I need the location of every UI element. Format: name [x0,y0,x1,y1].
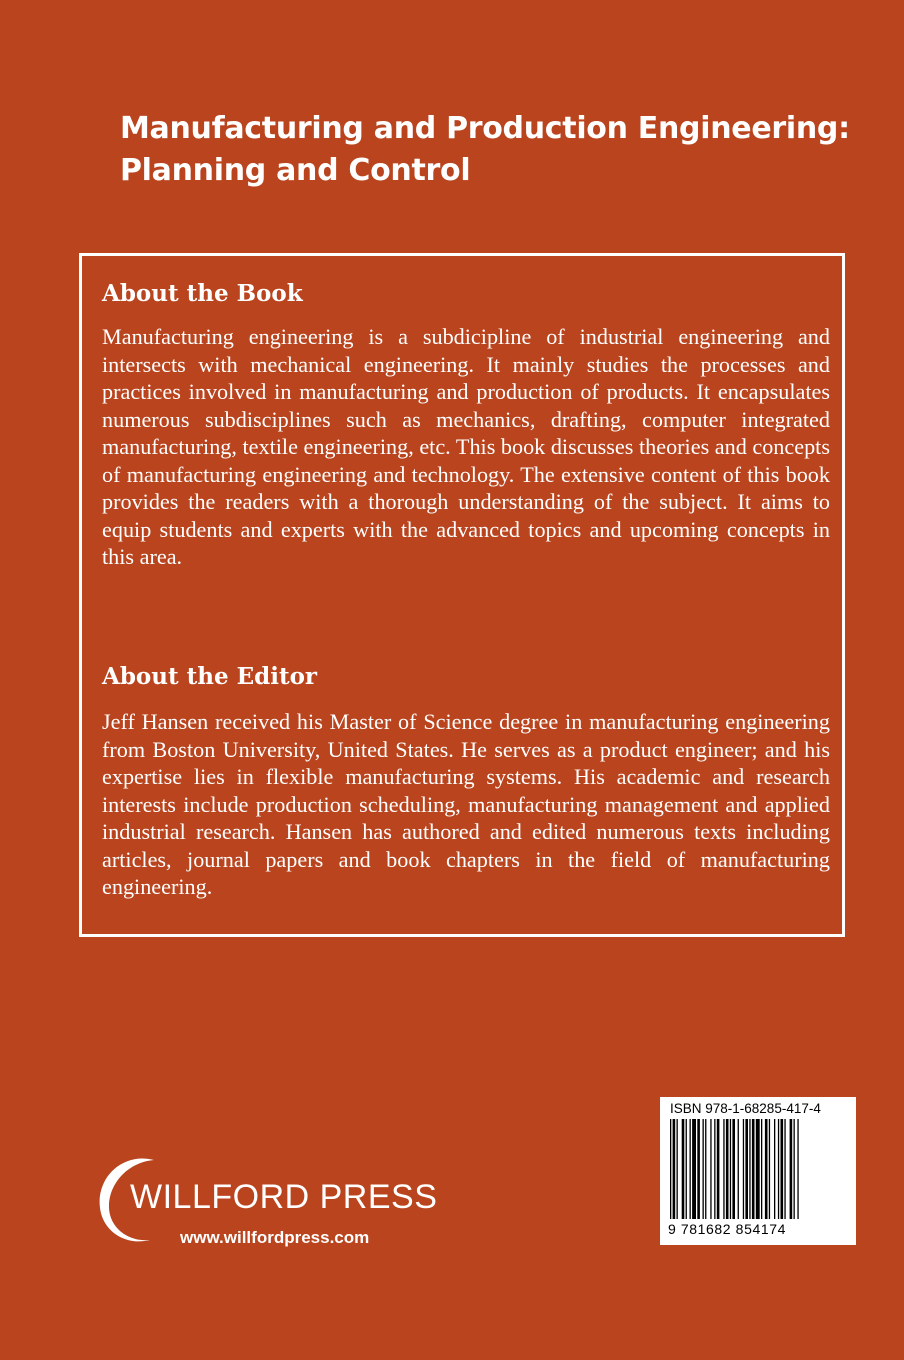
barcode-bar [726,1119,729,1219]
isbn-label: ISBN 978-1-68285-417-4 [670,1101,821,1116]
barcode-bar [682,1119,685,1219]
publisher-name [130,1178,437,1217]
title-line-2: Planning and Control [120,153,471,188]
barcode-bar [690,1119,691,1219]
barcode-bar [710,1119,711,1219]
barcode-bar [769,1119,770,1219]
barcode-bar [677,1119,678,1219]
barcode-bars [670,1119,846,1223]
about-editor-heading: About the Editor [102,663,318,690]
barcode-bar [781,1119,784,1219]
barcode-bar [765,1119,768,1219]
barcode-bar [794,1119,795,1219]
title-line-1: Manufacturing and Production Engineering: [120,111,850,146]
barcode-bar [730,1119,731,1219]
barcode-bar [749,1119,750,1219]
barcode-bar [774,1119,775,1219]
barcode-bar [756,1119,760,1219]
about-book-heading: About the Book [102,280,303,307]
barcode-bar [686,1119,687,1219]
barcode-bar [717,1119,720,1219]
barcode-bar [743,1119,744,1219]
publisher-url: www.willfordpress.com [180,1228,370,1247]
about-editor-text: Jeff Hansen received his Master of Science degree in manufacturing engineering from Boston University, United States. He serves as a product engineer; and his expertise lies in flexible manufacturing systems. His academic and research interests include production scheduling, manufacturing management and applied industrial research. Hansen has authored and edited numerous texts including articles, journal papers and book chapters in the field of manufacturing engineering. [102,709,830,899]
barcode-bar [703,1119,704,1219]
barcode-bar [673,1119,676,1219]
barcode-bar [670,1119,671,1219]
barcode-bar [738,1119,739,1219]
barcode-bar [714,1119,715,1219]
barcode-bar [752,1119,755,1219]
barcode-bar [732,1119,735,1219]
publisher-name-text: WILLFORD PRESS [130,1178,438,1216]
barcode-bar [790,1119,793,1219]
barcode-bar [778,1119,779,1219]
barcode-bar [745,1119,748,1219]
description-panel [79,253,845,937]
barcode-bar [723,1119,724,1219]
barcode-bar [784,1119,785,1219]
book-title [120,108,860,192]
barcode-bar [797,1119,798,1219]
barcode-bar [692,1119,696,1219]
isbn-barcode [660,1097,856,1245]
barcode-bar [761,1119,762,1219]
barcode-bar [697,1119,700,1219]
about-book-text: Manufacturing engineering is a subdicipline of industrial engineering and intersects with mechanical engineering. It mainly studies the processes and practices involved in manufacturing and production of products. It encapsulates numerous subdisciplines such as mechanics, drafting, computer integrated manufacturing, textile engineering, etc. This book discusses theories and concepts of manufacturing engineering and technology. The extensive content of this book provides the readers with a thorough understanding of the subject. It aims to equip students and experts with the advanced topics and upcoming concepts in this area. [102,324,830,569]
barcode-bar [705,1119,706,1219]
barcode-digits: 9 781682 854174 [668,1221,786,1237]
publisher-logo [92,1148,438,1258]
